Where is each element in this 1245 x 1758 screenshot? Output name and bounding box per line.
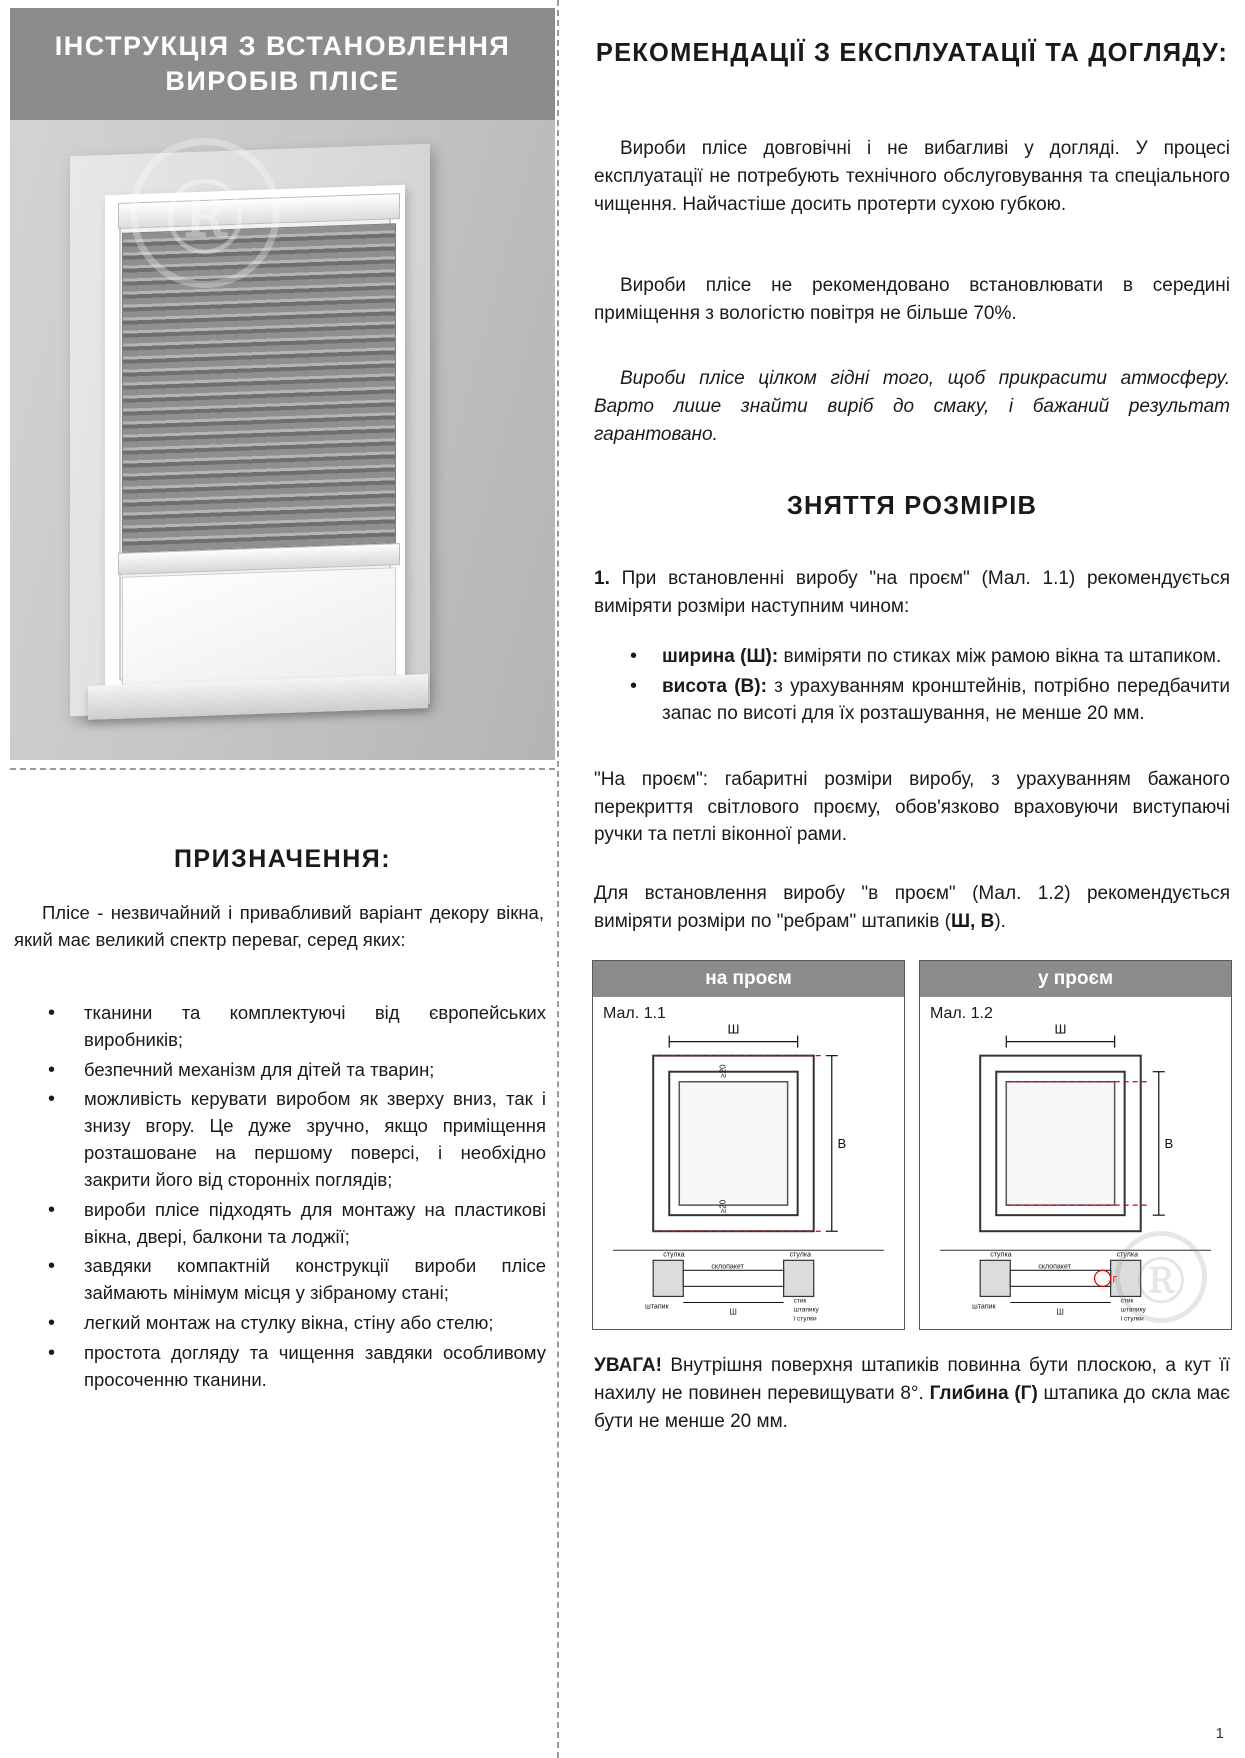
care-paragraph-1: Вироби пліcе довговічні і не вибагливі у догляді. У процесі експлуатації не потребують технічного обслуговування та спеціального чищення. Найчастіше досить протерти сухою губкою. [594, 138, 1230, 215]
list-item: • простота догляду та чищення завдяки особливому просоченню тканини. [26, 1340, 546, 1394]
measure-text-width: виміряти по стиках між рамою вікна та штапиком. [783, 646, 1222, 667]
vertical-divider [557, 0, 559, 1758]
page-number: 1 [1215, 1725, 1224, 1742]
watermark-icon: Ⓡ [1115, 1231, 1207, 1323]
measure-paragraph-3 [594, 880, 1230, 935]
svg-text:Ш: Ш [1056, 1307, 1064, 1317]
purpose-list [26, 1000, 546, 1396]
svg-text:стик: стик [1120, 1297, 1134, 1305]
svg-text:В: В [837, 1135, 847, 1151]
svg-text:стулка: стулка [789, 1251, 812, 1259]
care-title: РЕКОМЕНДАЦІЇ З ЕКСПЛУАТАЦІЇ ТА ДОГЛЯДУ: [595, 39, 1229, 67]
warning-label: УВАГА! [594, 1355, 662, 1376]
svg-text:штапик: штапик [972, 1303, 996, 1311]
svg-text:штапику: штапику [793, 1306, 819, 1314]
list-item: • тканини та комплектуючі від європейських виробників; [26, 1000, 546, 1054]
installation-photo [10, 120, 555, 760]
care-paragraph-3: Вироби пліcе цілком гідні того, щоб прикрасити атмосферу. Варто лише знайти виріб до смаку, і бажаний результат гарантовано. [594, 368, 1230, 445]
care-paragraph-2: Вироби пліcе не рекомендовано встановлювати в середині приміщення з вологістю повітря не більше 70%. [594, 275, 1230, 324]
purpose-title: ПРИЗНАЧЕННЯ: [173, 845, 392, 873]
measure-paragraph-1 [594, 565, 1230, 620]
list-item: • вироби пліcе підходять для монтажу на пластикові вікна, двері, балкони та лоджії; [26, 1197, 546, 1251]
measure-list [594, 643, 1230, 730]
list-item: • можливість керувати виробом як зверху вниз, так і знизу вгору. Це дуже зручно, якщо приміщення розташоване на першому поверсі, і необхідно закрити його від сторонніх поглядів; [26, 1086, 546, 1193]
figure-1-header: на проєм [593, 961, 904, 997]
photo-window-glass [122, 567, 396, 687]
measure-title: ЗНЯТТЯ РОЗМІРІВ [786, 492, 1038, 520]
svg-text:≥20: ≥20 [718, 1064, 728, 1078]
left-header-title: ІНСТРУКЦІЯ З ВСТАНОВЛЕННЯ ВИРОБІВ ПЛІСЕ [10, 8, 555, 120]
svg-text:Ш: Ш [1054, 1021, 1067, 1037]
list-item [594, 673, 1230, 728]
svg-text:≥20: ≥20 [718, 1199, 728, 1214]
right-column [580, 0, 1240, 1758]
list-item: • завдяки компактній конструкції вироби пліcе займають мінімум місця у зібраному стані; [26, 1253, 546, 1307]
measure-text-height: з урахуванням кронштейнів, потрібно передбачити запас по висоті для їх розташування, не менше 20 мм. [662, 675, 1231, 725]
svg-text:і стулки: і стулки [793, 1315, 817, 1323]
svg-text:Ш: Ш [727, 1021, 740, 1037]
svg-text:штапику: штапику [1120, 1306, 1146, 1314]
svg-text:штапик: штапик [645, 1303, 669, 1311]
figure-2-label: Мал. 1.2 [930, 1005, 993, 1022]
horizontal-divider [10, 768, 555, 770]
measure-term-width: ширина (Ш): [662, 646, 779, 667]
purpose-intro: Пліcе - незвичайний і привабливий варіант декору вікна, який має великий спектр переваг, серед яких: [14, 902, 544, 950]
figure-in-opening [919, 960, 1232, 1330]
watermark-icon: Ⓡ [130, 138, 280, 288]
svg-text:стик: стик [793, 1297, 807, 1305]
figure-1-label: Мал. 1.1 [603, 1005, 666, 1022]
measure-term-height: висота (В): [662, 675, 767, 697]
svg-text:стулка: стулка [1116, 1251, 1139, 1259]
svg-text:склопакет: склопакет [1038, 1263, 1071, 1271]
list-item [594, 643, 1230, 671]
svg-text:склопакет: склопакет [711, 1263, 744, 1271]
figure-1-drawing [593, 997, 904, 1329]
list-item: • безпечний механізм для дітей та тварин; [26, 1057, 546, 1084]
measure-paragraph-2: "На проєм": габаритні розміри виробу, з урахуванням бажаного перекриття світлового проєму, обов'язково враховуючи виступаючі ручки та петлі віконної рами. [594, 769, 1230, 846]
list-item: • легкий монтаж на стулку вікна, стіну або стелю; [26, 1310, 546, 1337]
svg-text:Ш: Ш [729, 1307, 737, 1317]
window-diagram-1-svg [593, 997, 904, 1329]
svg-text:стулка: стулка [663, 1251, 685, 1259]
svg-text:В: В [1164, 1135, 1174, 1151]
warning-text-a: Внутрішня поверхня штапиків повинна бути плоскою, а кут її нахилу не повинен перевищувати 8°. [594, 1355, 1230, 1404]
svg-text:Г: Г [1112, 1274, 1118, 1285]
svg-text:стулка: стулка [990, 1251, 1012, 1259]
measure-paragraph-3-a: Для встановлення виробу "в проєм" (Мал. 1.2) рекомендується виміряти розміри по "ребрам" штапиків ( [594, 883, 1230, 932]
measure-step-text: При встановленні виробу "на проєм" (Мал. 1.1) рекомендується виміряти розміри наступним чином: [594, 568, 1230, 617]
measure-step-number: 1. [594, 568, 610, 589]
svg-text:і стулки: і стулки [1120, 1315, 1144, 1323]
figure-2-header: у проєм [920, 961, 1231, 997]
left-column [0, 0, 555, 1758]
figure-on-opening [592, 960, 905, 1330]
measure-paragraph-3-c: ). [994, 910, 1006, 932]
measure-paragraph-3-bold: Ш, В [950, 910, 995, 932]
warning-text-b: штапика до скла має бути не менше 20 мм. [594, 1382, 1230, 1432]
figures-block [592, 960, 1232, 1330]
warning-paragraph [594, 1352, 1230, 1436]
warning-term-depth: Глибина (Г) [929, 1382, 1038, 1404]
